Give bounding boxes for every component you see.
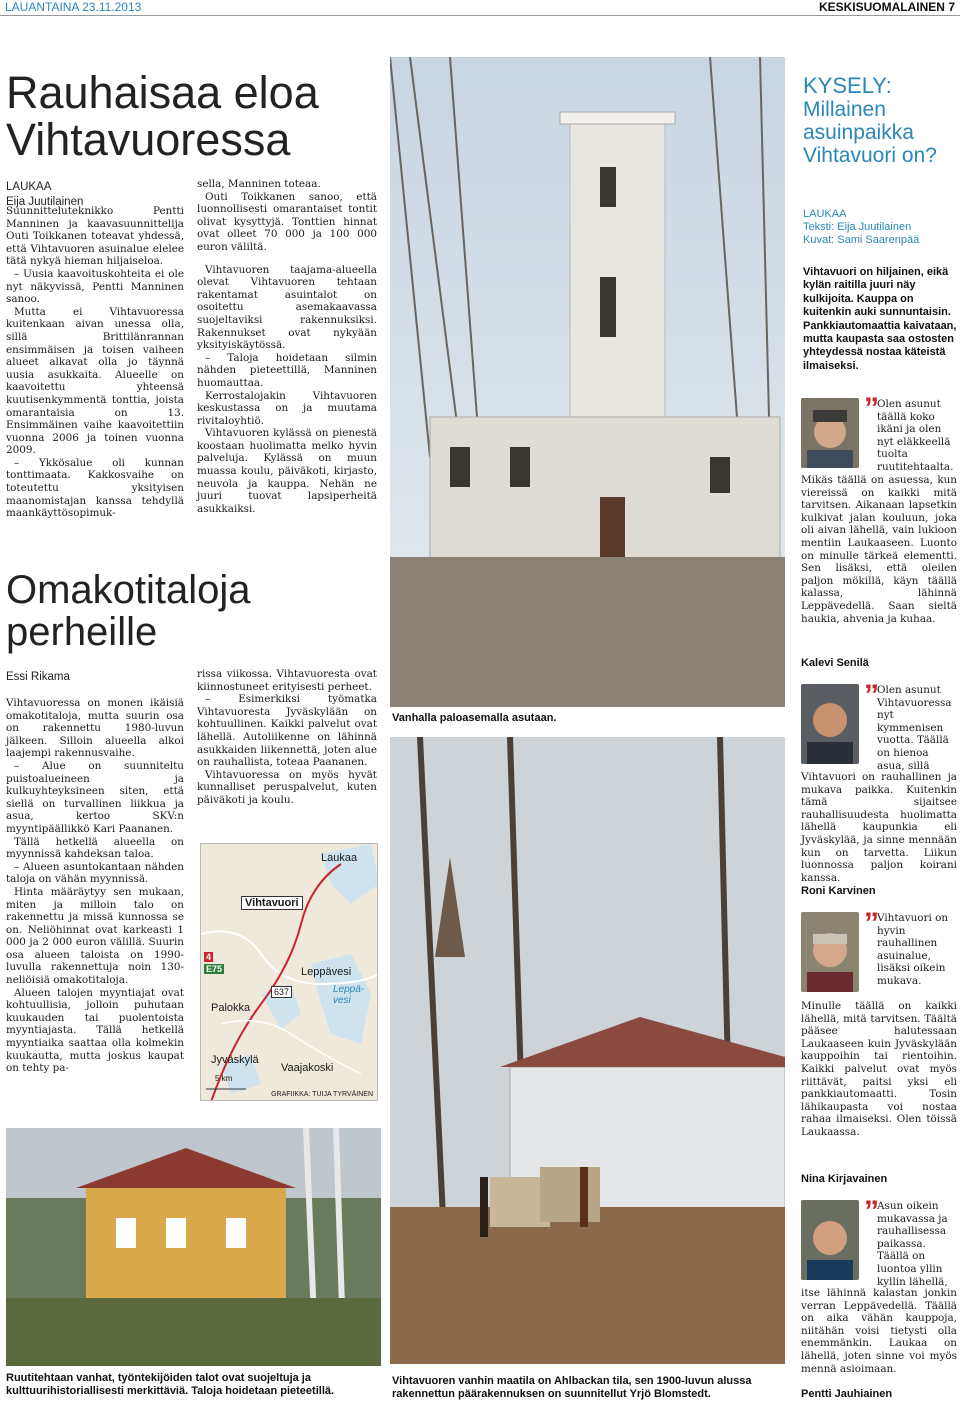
paragraph: – Alueen asuntokantaan nähden taloja on vähän myynnissä. <box>6 860 184 886</box>
portrait-icon <box>801 912 859 992</box>
article2-author: Essi Rikama <box>6 671 70 683</box>
article1-author: Eija Juutilainen <box>6 196 84 208</box>
answer3-name: Nina Kirjavainen <box>801 1173 888 1185</box>
map-label-vaajakoski: Vaajakoski <box>281 1062 334 1074</box>
paragraph: sella, Manninen toteaa. <box>197 178 321 190</box>
tower-image <box>390 57 785 707</box>
answer3-text: Minulle täällä on kaikki lähellä, mitä tarvitsen. Täältä pääsee halutessaan Laukaaseen kuin Jyväskylään kauppoihin tai rientoihin. Kaikki palvelut ovat myös riittävät, paitsi yksi eli pankkiautomaatti. Tosin lähikaupasta voi nostaa rahaa ilmaiseksi. Olen töissä Laukaassa. <box>801 1000 957 1138</box>
answer4-text-side: Asun oikein mukavassa ja rauhallisessa paikassa. Täällä on luontoa yllin kyllin lähellä, <box>877 1200 948 1288</box>
article2-title-line1: Omakotitaloja <box>6 568 251 612</box>
portrait-icon <box>801 684 859 764</box>
paragraph: Tällä hetkellä alueella on myynnissä kahdeksan taloa. <box>6 835 184 861</box>
paragraph: – Taloja hoidetaan silmin nähden pieteettillä, Manninen huomauttaa. <box>197 351 377 389</box>
quote-mark-icon: ” <box>864 907 879 940</box>
paragraph: Hinta määräytyy sen mukaan, miten ja milloin talo on rakennettu ja missä kunnossa se on. Neliöhinnat ovat karkeasti 1 000 ja 2 000 euron välillä. Suurin osa alueen taloista on 1990-luvulla rakennettuja noin 130-neliöisiä omakotitaloja. <box>6 885 184 987</box>
paragraph: – Ykkösalue oli kunnan tonttimaata. Kakkosvaihe on toteutettu yksityisen maanomistajan kanssa tehdyllä maankäyttösopimuk- <box>6 456 184 520</box>
avatar-nina <box>801 912 859 992</box>
quote-mark-icon: ” <box>864 1195 879 1228</box>
page-number: 7 <box>948 0 955 14</box>
photo-ahlbacka-farm <box>390 737 785 1364</box>
quote-mark-icon: ” <box>864 392 879 425</box>
answer2-text-side: Olen asunut Vihtavuoressa nyt kymmenisen vuotta. Täällä on hienoa asua, sillä <box>877 684 952 772</box>
paragraph: Vihtavuoressa on monen ikäisiä omakotitaloja, mutta suurin osa on rakennettu 1980-luvun jälkeen. Silloin alueella alkoi laajempi rakennusvaihe. <box>6 697 184 760</box>
paragraph: rissa viikossa. Vihtavuoresta ovat kiinnostuneet erityisesti perheet. <box>197 668 377 693</box>
caption-tower: Vanhalla paloasemalla asutaan. <box>392 712 557 724</box>
kysely-label: KYSELY: <box>803 73 892 98</box>
kysely-photo-credit: Kuvat: Sami Saarenpää <box>803 234 920 246</box>
paragraph: Vihtavuoressa on myös hyvät kunnalliset peruspalvelut, kuten päiväkoti ja koulu. <box>197 768 377 806</box>
paragraph: Vihtavuoren taajama-alueella olevat Vihtavuoren tehtaan rakentamat asuintalot on osoitettu asemakaavassa suojeltaviksi rakennuksiksi. Rakennukset ovat nykyään yksityiskäytössä. <box>197 263 377 352</box>
answer3-text-side: Vihtavuori on hyvin rauhallinen asuinalue, lisäksi oikein mukava. <box>877 912 949 987</box>
paper-name-page <box>819 0 955 14</box>
answer2-name: Roni Karvinen <box>801 885 876 897</box>
kysely-byline <box>803 208 958 247</box>
answer4-name: Pentti Jauhiainen <box>801 1388 893 1400</box>
map-credit: GRAFIIKKA: TUIJA TYRVÄINEN <box>271 1091 373 1098</box>
avatar-pentti <box>801 1200 859 1280</box>
answer4-text: itse lähinnä kalastan jonkin verran Leppävedellä. Täällä on aika vähän kauppoja, niitähän voisi tietysti olla enemmänkin. Laukaa on lähellä, joten sinne voi myös mennä asioimaan. <box>801 1287 957 1375</box>
issue-date: LAUANTAINA 23.11.2013 <box>5 0 142 14</box>
avatar-kalevi <box>801 398 859 468</box>
paragraph: Kerrostalojakin Vihtavuoren keskustassa on ja muutama rivitaloyhtiö. <box>197 389 377 427</box>
quote-mark-icon: ” <box>864 679 879 712</box>
caption-worker-houses: Ruutitehtaan vanhat, työntekijöiden talot ovat suojeltuja ja kulttuurihistoriallisesti merkittäviä. Taloja hoidetaan pieteetillä. <box>6 1372 335 1397</box>
answer1-text: Mikäs täällä on asuessa, kun viereissä on kaikki mitä tarvitsen. Aikanaan lapsetkin kulkivat jalan kouluun, joka oli aivan lähellä, vain lukioon mentiin Laukaaseen. Luonto on minulle tärkeä elementti. Sen lisäksi, että oleilen paljon mökillä, käyn täällä kalassa, lähinnä Leppävedellä. Saan sieltä haukia, ahvenia ja kuhaa. <box>801 474 957 625</box>
article1-title-line1: Rauhaisaa eloa <box>6 67 319 118</box>
kysely-text-credit: Teksti: Eija Juutilainen <box>803 221 912 233</box>
kysely-question: Millainen asuinpaikka Vihtavuori on? <box>803 98 937 167</box>
article1-column2 <box>197 178 377 515</box>
map-label-vihtavuori: Vihtavuori <box>241 896 303 910</box>
paragraph: – Uusia kaavoituskohteita ei ole nyt näkyvissä, Pentti Manninen sanoo. <box>6 267 184 306</box>
map-road-e75: E75 <box>206 964 223 974</box>
map-label-lake: Leppä- vesi <box>333 984 365 1006</box>
answer2-text: Vihtavuori on rauhallinen ja mukava paikka. Kuitenkin tämä sijaitsee rauhallisuudesta huolimatta lähellä kaupunkia eli Jyväskylää, ja sinne mennään kun on tarvetta. Liikun luonnossa paljon koirani kanssa. <box>801 771 957 884</box>
location-map <box>200 843 378 1101</box>
paragraph: – Alue on suunniteltu puistoalueineen ja kulkuyhteyksineen siten, että siellä on turvallinen liikkua ja asua, kertoo SKV:n myyntipäällikkö Kari Paananen. <box>6 759 184 835</box>
article2-title <box>6 570 386 652</box>
paragraph: – Esimerkiksi työmatka Vihtavuoresta Jyväskylään on kohtuullinen. Kaikki palvelut ovat lähellä. Autoliikenne on lähinnä asukkaiden liikennettä, joten alue on rauhallista, toteaa Paananen. <box>197 693 377 769</box>
kysely-intro: Vihtavuori on hiljainen, eikä kylän raitilla juuri näy kulkijoita. Kauppa on kuitenkin auki sunnuntaisin. Pankkiautomaattia kaivataan, mutta kaupasta saa ostosten yhteydessä nostaa käteistä ilmaiseksi. <box>803 266 957 372</box>
article2-title-line2: perheille <box>6 610 158 654</box>
article2-byline <box>6 670 70 685</box>
paragraph: Mutta ei Vihtavuoressa kuitenkaan aivan unessa olla, sillä Brittilänrannan ensimmäisen ja toisen vaiheen alueet alkavat olla jo täynnä uusia asukkaita. Alueelle on kaavoitettu yhteensä kuutisenkymmentä tonttia, joista omarantaisia on 13. Ensimmäinen vaihe kaavoitettiin vuonna 2006 ja toinen vuonna 2009. <box>6 305 184 457</box>
article2-column1 <box>6 697 184 1075</box>
page-header <box>0 0 960 16</box>
article1-place: LAUKAA <box>6 181 52 193</box>
avatar-roni <box>801 684 859 764</box>
portrait-icon <box>801 1200 859 1280</box>
paragraph: Outi Toikkanen sanoo, että luonnollisesti omarantaiset tontit olivat kysyttyjä. Tonttien hinnat ovat olleet 70 000 ja 100 000 euron väliltä. <box>197 190 377 253</box>
map-label-laukaa: Laukaa <box>321 852 358 864</box>
map-label-leppavesi: Leppävesi <box>301 966 352 978</box>
map-road-4: 4 <box>206 952 212 962</box>
kysely-place: LAUKAA <box>803 208 847 220</box>
article1-column1 <box>6 205 184 520</box>
answer1-text-side: Olen asunut täällä koko ikäni ja olen nyt eläkkeellä tuolta ruutitehtaalta. <box>877 398 954 473</box>
photo-fire-station-tower <box>390 57 785 707</box>
article2-column2 <box>197 668 377 807</box>
map-label-palokka: Palokka <box>211 1002 251 1014</box>
article1-title-line2: Vihtavuoressa <box>6 114 291 165</box>
caption-farm: Vihtavuoren vanhin maatila on Ahlbackan tila, sen 1900-luvun alussa rakennettun päärakennuksen on suunnitellut Yrjö Blomstedt. <box>392 1375 752 1400</box>
map-road-637: 637 <box>271 986 292 998</box>
paragraph: Vihtavuoren kylässä on pienestä koostaan huolimatta melko hyvin palveluja. Kylässä on muun muassa koulu, päiväkoti, kirjasto, neuvola ja kauppa. Nehän ne juuri tuovat lapsiperheitä asukkaiksi. <box>197 427 377 515</box>
paper-name: KESKISUOMALAINEN <box>818 0 945 14</box>
paragraph: Suunnitteluteknikko Pentti Manninen ja kaavasuunnittelija Outi Toikkanen toteavat yhdessä, että Vihtavuoren asuinalue elelee tätä nykyä hieman hiljaiseloa. <box>6 205 184 268</box>
map-label-jyvaskyla: Jyväskylä <box>211 1054 259 1066</box>
portrait-icon <box>801 398 859 468</box>
farm-image <box>390 737 785 1364</box>
houses-image <box>6 1128 381 1366</box>
paragraph: Alueen talojen myyntiajat ovat kohtuullisia, jolloin puhutaan kuukauden tai puolentoista myyntiajasta. Tällä hetkellä myyntiaika saattaa olla kolmekin kuukautta, mutta joskus kaupat on tehty pa- <box>6 986 184 1075</box>
article1-title <box>6 67 386 165</box>
photo-worker-houses <box>6 1128 381 1366</box>
answer1-name: Kalevi Senilä <box>801 657 869 669</box>
map-scale: 5 km <box>215 1074 233 1083</box>
